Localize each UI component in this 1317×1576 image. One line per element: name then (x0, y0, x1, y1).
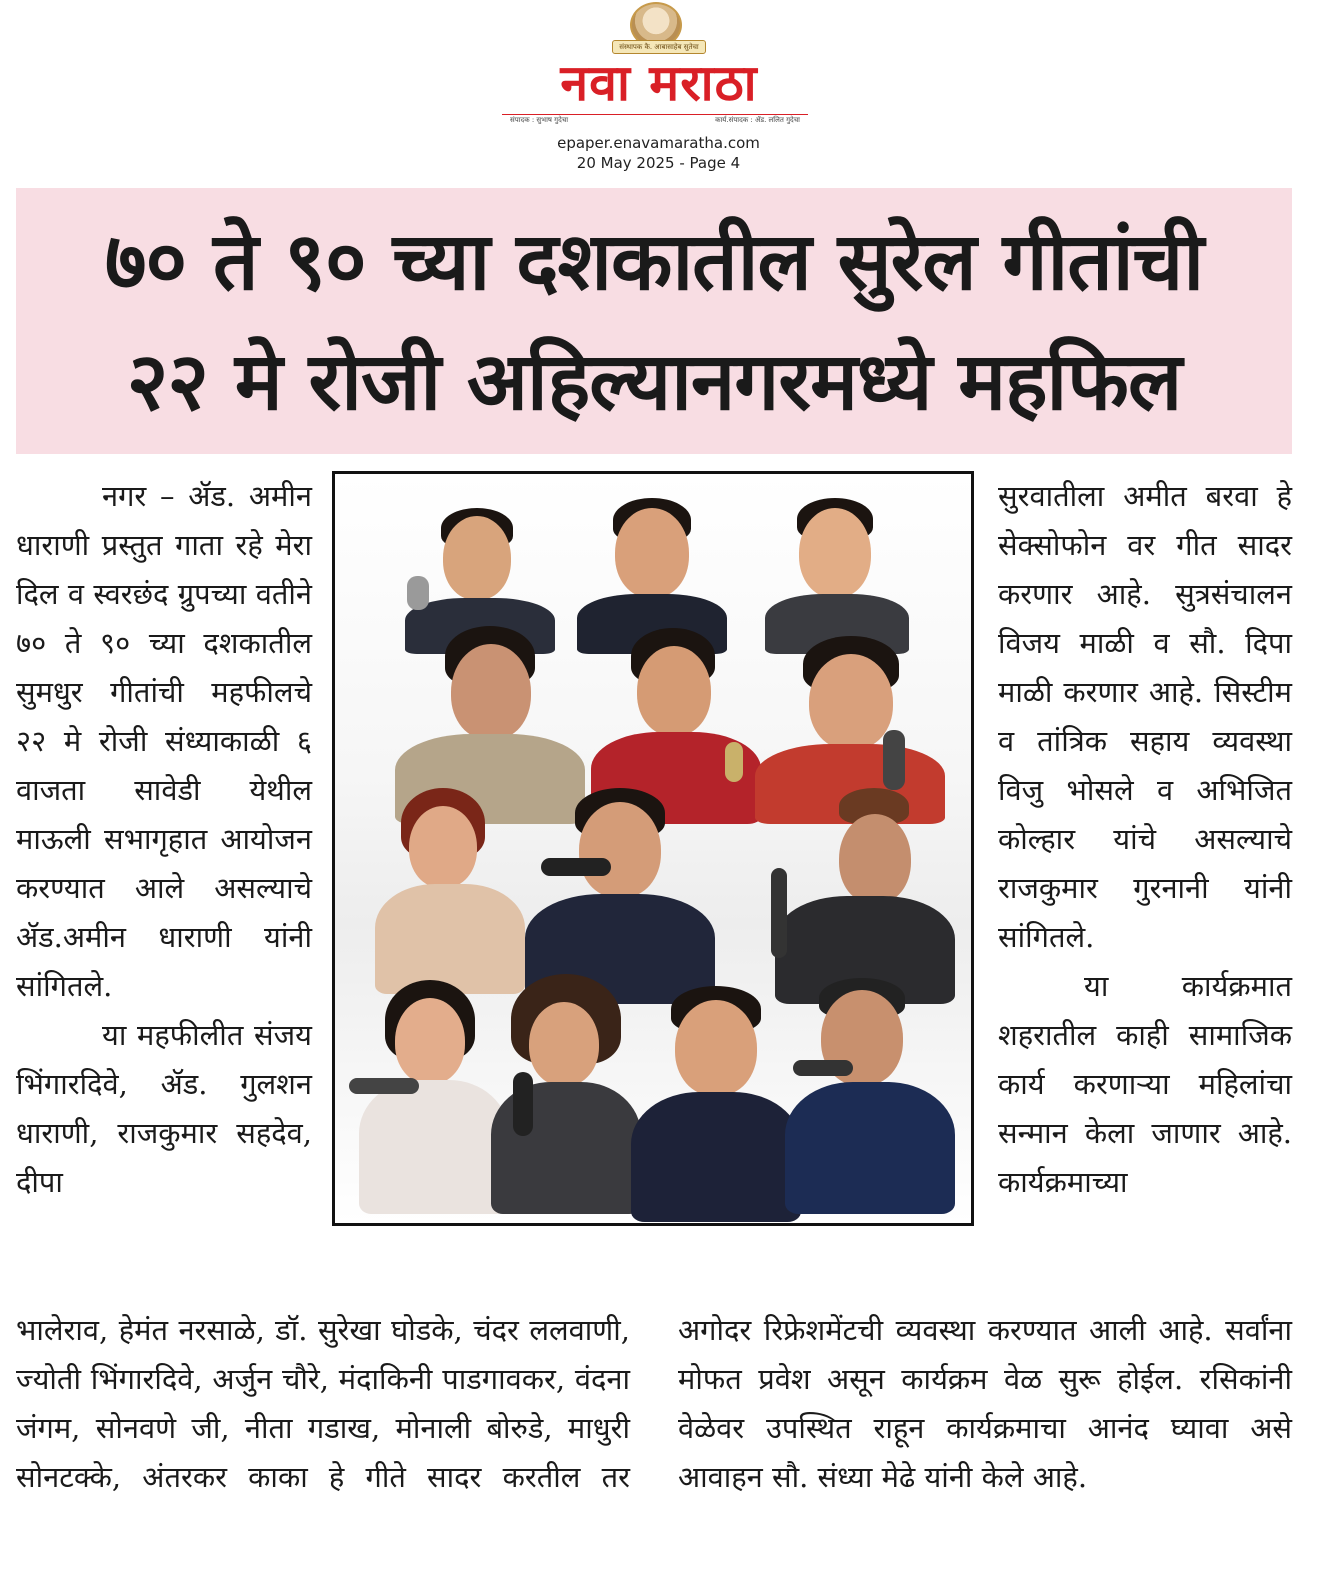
article-column-bottom-right (678, 1306, 1292, 1502)
headline-box (16, 188, 1292, 454)
article-paragraph: या महफीलीत संजय भिंगारदिवे, ॲड. गुलशन धाराणी, राजकुमार सहदेव, दीपा (16, 1018, 312, 1199)
editor-strip (502, 114, 808, 126)
singer-portrait (505, 784, 725, 1004)
singers-collage-photo (332, 471, 974, 1226)
paper-name-logo: नवा मराठा (560, 54, 758, 112)
singer-portrait (735, 784, 965, 1004)
headline-line-2: २२ मे रोजी अहिल्यानगरमध्ये महफिल (126, 335, 1182, 428)
site-url[interactable]: epaper.enavamaratha.com (557, 134, 760, 152)
article-paragraph: अगोदर रिफ्रेशमेंटची व्यवस्था करण्यात आली आहे. सर्वांना मोफत प्रवेश असून कार्यक्रम वेळ सुरू होईल. रसिकांनी वेळेवर उपस्थित राहून कार्यक्रमाचा आनंद घ्यावा असे आवाहन सौ. संध्या मेढे यांनी केले आहे. (678, 1313, 1292, 1494)
masthead (0, 0, 1317, 180)
article-column-right (998, 472, 1292, 1207)
editor-name: संपादक : सुभाष गुदेचा (510, 116, 569, 124)
singer-portrait (771, 974, 961, 1214)
article-paragraph: नगर – ॲड. अमीन धाराणी प्रस्तुत गाता रहे मेरा दिल व स्वरछंद ग्रुपच्या वतीने ७० ते ९० च्या दशकातील सुमधुर गीतांची महफीलचे २२ मे रोजी संध्याकाळी ६ वाजता सावेडी येथील माऊली सभागृहात आयोजन करण्यात आले असल्याचे ॲड.अमीन धाराणी यांनी सांगितले. (16, 479, 312, 1003)
issue-date: 20 May 2025 - Page 4 (576, 154, 741, 172)
singer-portrait (755, 494, 915, 654)
article-paragraph: सुरवातीला अमीत बरवा हे सेक्सोफोन वर गीत सादर करणार आहे. सुत्रसंचालन विजय माळी व सौ. दिपा माळी करणार आहे. सिस्टीम व तांत्रिक सहाय व्यवस्था विजु भोसले व अभिजित कोल्हार यांचे असल्याचे राजकुमार गुरनानी यांनी सांगितले. (998, 479, 1292, 954)
article-paragraph: भालेराव, हेमंत नरसाळे, डॉ. सुरेखा घोडके, चंदर ललवाणी, ज्योती भिंगारदिवे, अर्जुन चौरे, मंदाकिनी पाडगावकर, वंदना जंगम, सोनवणे जी, नीता गडाख, मोनाली बोरुडे, माधुरी सोनटक्के, अंतरकर काका हे गीते सादर करतील तर (16, 1313, 630, 1494)
executive-editor-name: कार्य.संपादक : ॲड. ललित गुदेचा (715, 116, 800, 124)
headline-line-1: ७० ते ९० च्या दशकातील सुरेल गीतांची (104, 215, 1204, 308)
founder-ribbon: संस्थापक कै. आबासाहेब सुतेचा (612, 40, 706, 54)
article-column-left (16, 472, 312, 1207)
article-column-bottom-left (16, 1306, 630, 1502)
article-paragraph: या कार्यक्रमात शहरातील काही सामाजिक कार्य करणाऱ्या महिलांचा सन्मान केला जाणार आहे. कार्यक्रमाच्या (998, 969, 1292, 1199)
